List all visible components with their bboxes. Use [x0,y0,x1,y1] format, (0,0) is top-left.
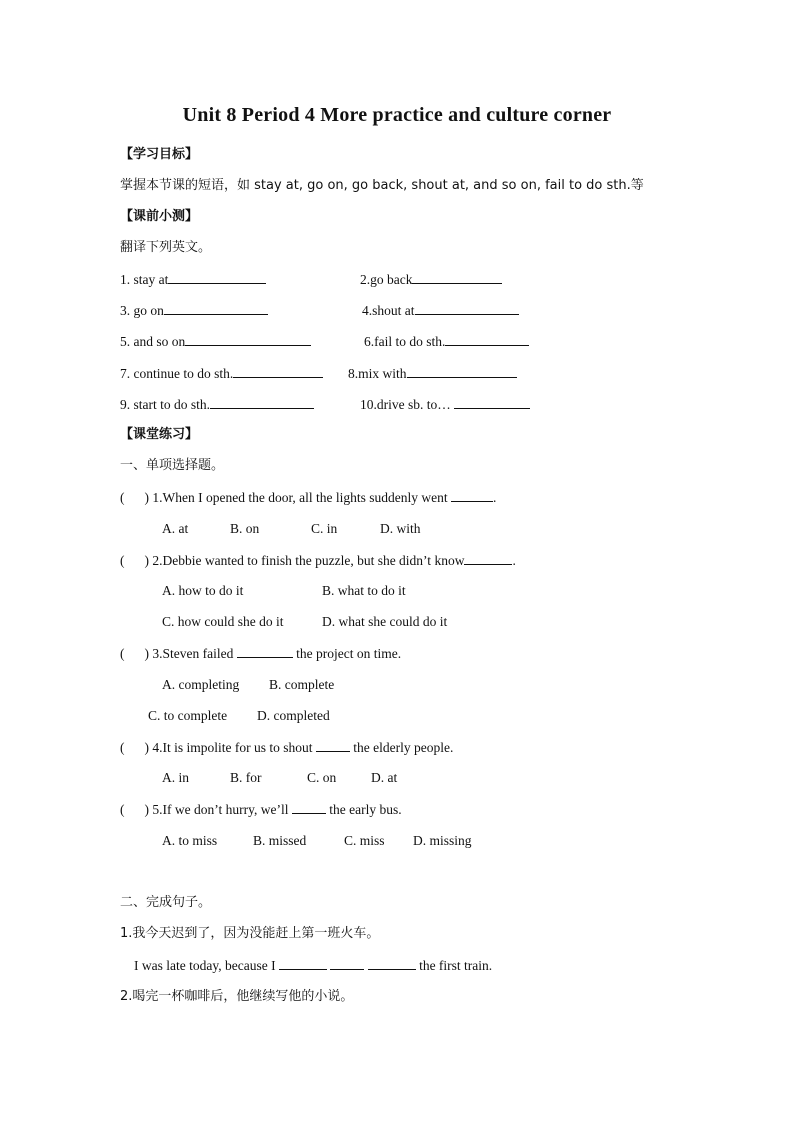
sentence-2-chinese: 2.喝完一杯咖啡后，他继续写他的小说。 [120,989,354,1004]
answer-blank[interactable] [412,270,502,284]
answer-blank[interactable] [292,800,326,814]
question-4: ( ) 4.It is impolite for us to shout the elderly people. [120,740,454,755]
pretest-item-10: 10.drive sb. to… [360,395,530,414]
answer-blank[interactable] [454,395,530,409]
goals-text: 掌握本节课的短语，如 stay at, go on, go back, shout at, and so on, fail to do sth.等 [120,178,644,193]
q3-option-a[interactable]: A. completing [162,677,240,692]
sentence-1-chinese: 1.我今天迟到了，因为没能赶上第一班火车。 [120,926,380,941]
answer-blank[interactable] [407,364,517,378]
answer-blank[interactable] [279,956,327,970]
answer-slot[interactable] [125,489,145,502]
answer-paren-close: ) [144,490,149,505]
pretest-item-7: 7. continue to do sth. [120,364,323,383]
q5-option-d[interactable]: D. missing [413,833,472,848]
q3-option-d[interactable]: D. completed [257,708,330,723]
question-3: ( ) 3.Steven failed the project on time. [120,646,402,661]
pretest-heading: 【课前小测】 [120,209,199,224]
q3-option-c[interactable]: C. to complete [148,708,228,723]
answer-slot[interactable] [125,552,145,565]
question-1: ( ) 1.When I opened the door, all the lights suddenly went . [120,490,497,505]
pretest-item-4: 4.shout at [362,301,519,320]
answer-blank[interactable] [316,738,350,752]
question-2: ( ) 2.Debbie wanted to finish the puzzle, but she didn’t know . [120,553,516,568]
q1-option-a[interactable]: A. at [162,521,189,536]
answer-slot[interactable] [125,739,145,752]
q1-option-d[interactable]: D. with [380,521,421,536]
q5-option-a[interactable]: A. to miss [162,833,218,848]
part1-title: 一、单项选择题。 [120,458,225,473]
pretest-item-6: 6.fail to do sth. [364,332,529,351]
q2-option-b[interactable]: B. what to do it [322,583,406,598]
pretest-item-9: 9. start to do sth. [120,395,314,414]
q1-option-b[interactable]: B. on [230,521,260,536]
q4-option-b[interactable]: B. for [230,770,262,785]
q5-option-c[interactable]: C. miss [344,833,385,848]
pretest-item-8: 8.mix with [348,364,517,383]
q4-option-d[interactable]: D. at [371,770,398,785]
q4-option-c[interactable]: C. on [307,770,337,785]
answer-blank[interactable] [415,301,519,315]
answer-blank[interactable] [451,488,493,502]
answer-slot[interactable] [125,645,145,658]
q1-option-c[interactable]: C. in [311,521,338,536]
q4-option-a[interactable]: A. in [162,770,189,785]
answer-blank[interactable] [237,644,293,658]
pretest-item-3: 3. go on [120,301,268,320]
goals-heading: 【学习目标】 [120,147,199,162]
pretest-instruction: 翻译下列英文。 [120,240,212,255]
answer-blank[interactable] [168,270,266,284]
pretest-item-2: 2.go back [360,270,502,289]
q2-option-a[interactable]: A. how to do it [162,583,244,598]
page-title: Unit 8 Period 4 More practice and culture corner [182,104,612,126]
answer-blank[interactable] [185,332,311,346]
practice-heading: 【课堂练习】 [120,427,199,442]
answer-blank[interactable] [233,364,323,378]
sentence-1-english: I was late today, because I the first train. [134,958,493,973]
answer-blank[interactable] [368,956,416,970]
answer-blank[interactable] [445,332,529,346]
q2-option-c[interactable]: C. how could she do it [162,614,284,629]
answer-blank[interactable] [464,551,512,565]
answer-blank[interactable] [210,395,314,409]
pretest-item-1: 1. stay at [120,270,266,289]
q2-option-d[interactable]: D. what she could do it [322,614,448,629]
question-5: ( ) 5.If we don’t hurry, we’ll the early bus. [120,802,402,817]
part2-title: 二、完成句子。 [120,895,212,910]
q5-option-b[interactable]: B. missed [253,833,307,848]
answer-slot[interactable] [125,801,145,814]
answer-blank[interactable] [330,956,364,970]
answer-paren-open: ( [120,490,125,505]
pretest-item-5: 5. and so on [120,332,311,351]
q3-option-b[interactable]: B. complete [269,677,335,692]
answer-blank[interactable] [164,301,268,315]
